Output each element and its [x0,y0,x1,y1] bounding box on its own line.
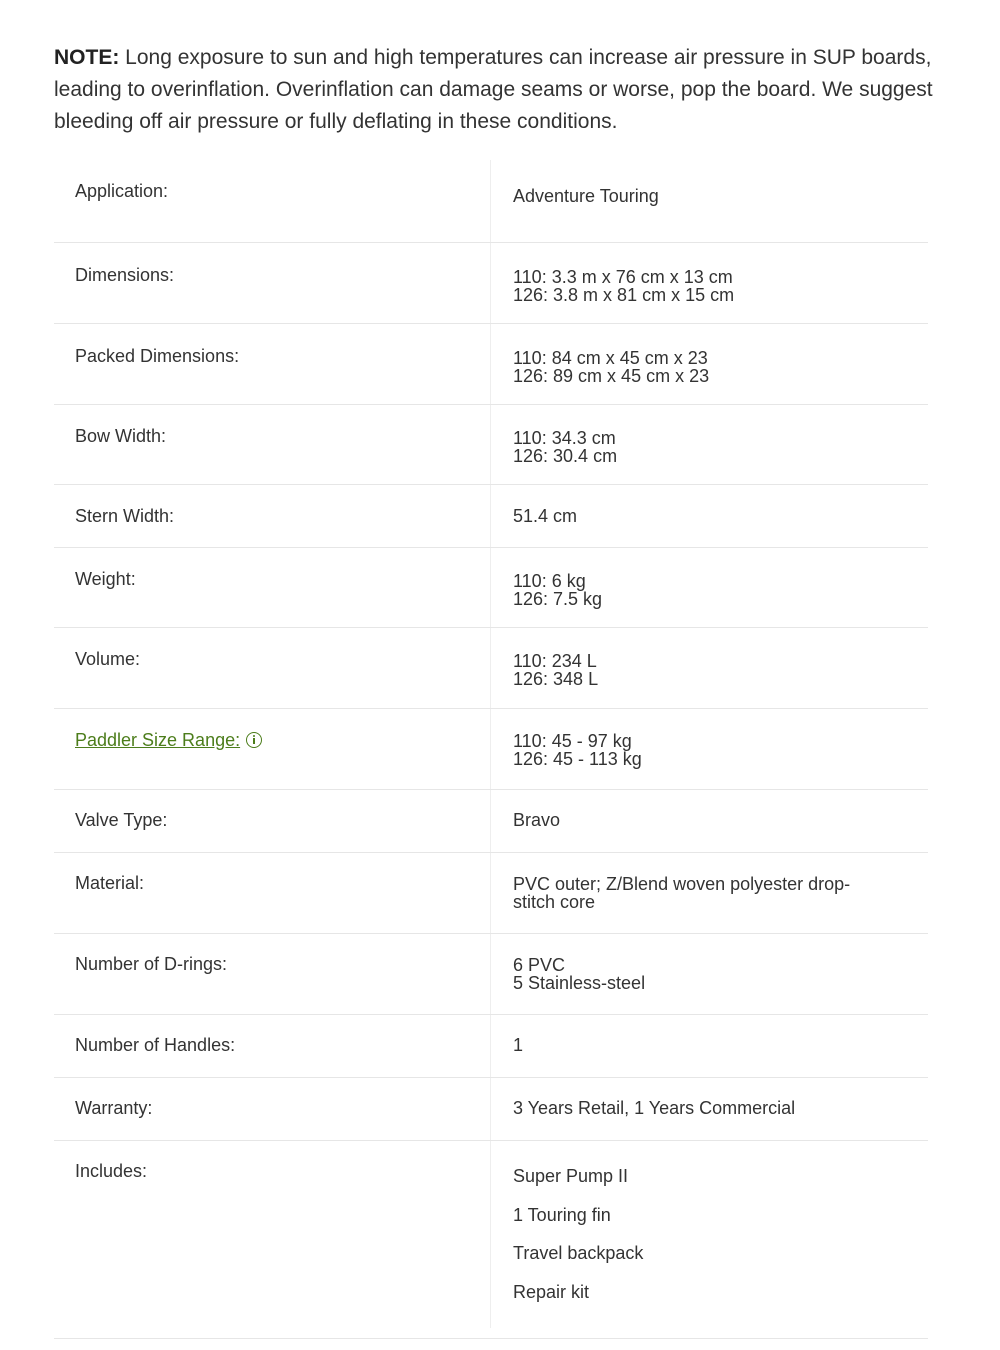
value-line: 110: 45 - 97 kg [513,731,632,751]
spec-row-volume [54,628,928,709]
overinflation-note [54,42,954,138]
spec-row-handles [54,1015,928,1078]
spec-row-weight [54,548,928,628]
list-item: 1 Touring fin [513,1204,611,1225]
spec-label: Weight: [75,569,136,589]
spec-row-d-rings [54,934,928,1015]
spec-label: Number of D-rings: [75,954,228,974]
value-line: 126: 89 cm x 45 cm x 23 [513,366,710,386]
paddler-size-range-label[interactable]: Paddler Size Range: [75,730,241,750]
spec-value: 51.4 cm [513,506,578,526]
spec-value [513,268,913,304]
spec-value [513,956,913,992]
specs-table [54,160,928,1339]
value-line: 110: 34.3 cm [513,428,616,448]
spec-row-dimensions [54,243,928,324]
spec-label: Material: [75,873,145,893]
spec-value [513,732,913,768]
info-icon[interactable] [246,732,262,748]
spec-label: Packed Dimensions: [75,346,240,366]
list-item: Travel backpack [513,1243,644,1263]
spec-row-application [54,160,928,243]
spec-label: Volume: [75,649,141,669]
spec-label: Valve Type: [75,810,168,830]
spec-label: Includes: [75,1161,148,1181]
spec-row-includes [54,1141,928,1339]
value-line: PVC outer; Z/Blend woven polyester drop- [513,874,851,894]
spec-value [513,429,913,465]
spec-label: Application: [75,181,169,201]
includes-list [513,1165,913,1319]
paddler-size-range-link[interactable] [75,729,262,751]
spec-value: Adventure Touring [513,186,659,206]
value-line: 110: 84 cm x 45 cm x 23 [513,348,708,368]
spec-value [513,875,913,911]
spec-value: 3 Years Retail, 1 Years Commercial [513,1098,796,1118]
value-line: 5 Stainless-steel [513,973,646,993]
value-line: 126: 3.8 m x 81 cm x 15 cm [513,285,735,305]
value-line: 126: 348 L [513,669,599,689]
note-prefix: NOTE: [54,46,120,69]
spec-label: Warranty: [75,1098,153,1118]
spec-row-material [54,853,928,934]
spec-label: Stern Width: [75,506,175,526]
spec-row-bow-width [54,405,928,485]
spec-row-stern-width [54,485,928,548]
spec-value: 1 [513,1035,524,1055]
spec-row-packed-dimensions [54,324,928,405]
spec-value [513,572,913,608]
list-item: Super Pump II [513,1166,629,1186]
spec-value [513,652,913,688]
value-line: 110: 3.3 m x 76 cm x 13 cm [513,267,733,287]
value-line: 126: 7.5 kg [513,589,603,609]
spec-label: Number of Handles: [75,1035,236,1055]
value-line: 6 PVC [513,955,566,975]
spec-row-warranty [54,1078,928,1141]
value-line: 110: 6 kg [513,571,586,591]
value-line: 126: 30.4 cm [513,446,618,466]
spec-row-paddler-size-range [54,709,928,790]
value-line: stitch core [513,892,596,912]
note-text: Long exposure to sun and high temperatures can increase air pressure in SUP boards, leading to overinflation. Overinflation can damage seams or worse, pop the board. We suggest bleeding off air pressure or fully deflating in these conditions. [54,46,933,133]
spec-label: Dimensions: [75,265,175,285]
spec-value: Bravo [513,810,561,830]
value-line: 110: 234 L [513,651,597,671]
spec-value [513,349,913,385]
spec-row-valve-type [54,790,928,853]
list-item: Repair kit [513,1281,590,1302]
value-line: 126: 45 - 113 kg [513,749,642,769]
spec-label: Bow Width: [75,426,167,446]
